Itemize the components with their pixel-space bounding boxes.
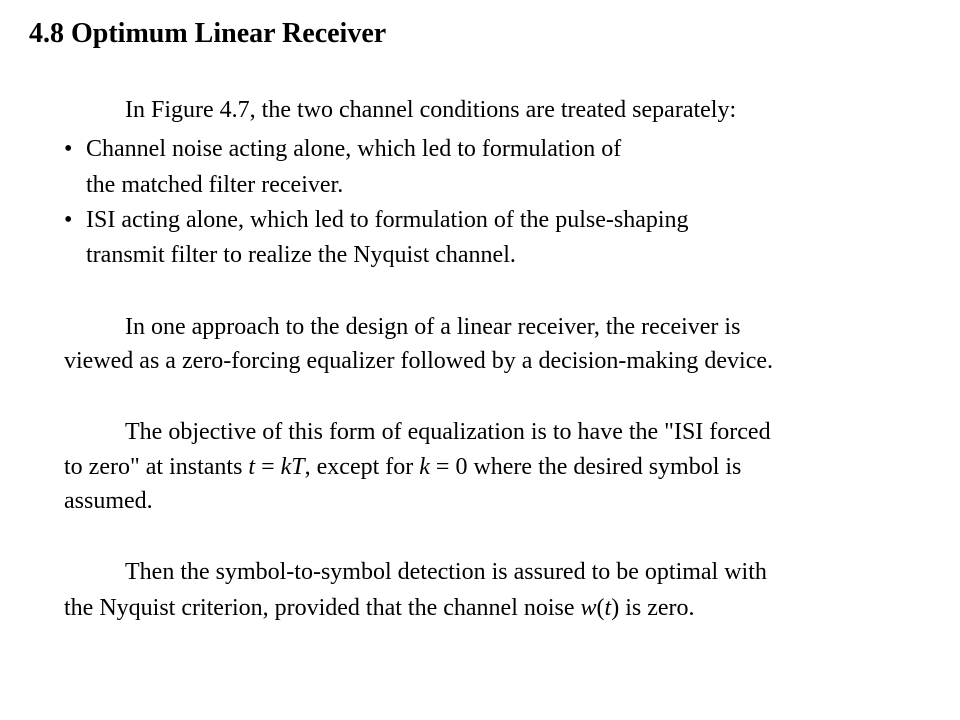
para2-line-2: viewed as a zero-forcing equalizer followed by a decision-making device. — [64, 348, 774, 374]
text-run: ( — [596, 595, 605, 621]
intro-text: In Figure 4.7, the two channel conditions are treated separately: — [125, 97, 737, 123]
bullet-2-line-1 — [64, 207, 689, 234]
bullet-1-line-2: the matched filter receiver. — [86, 172, 344, 198]
bullet-1-text: Channel noise acting alone, which led to formulation of — [86, 136, 622, 162]
slide-title: 4.8 Optimum Linear Receiver — [29, 18, 387, 49]
bullet-2-text: ISI acting alone, which led to formulation of the pulse-shaping — [86, 207, 689, 233]
bullet-2-line-2: transmit filter to realize the Nyquist channel. — [86, 242, 516, 268]
para3-line-2 — [64, 454, 741, 481]
para3-line-1: The objective of this form of equalization is to have the "ISI forced — [125, 419, 771, 445]
text-run: , except for — [304, 454, 420, 480]
math-var-kT: kT — [280, 454, 305, 480]
text-run: to zero" at instants — [64, 454, 249, 480]
para4-line-2 — [64, 595, 695, 622]
bullet-icon: • — [64, 207, 73, 233]
text-run: the Nyquist criterion, provided that the channel noise — [64, 595, 581, 621]
text-run: = 0 where the desired symbol is — [429, 454, 742, 480]
math-var-t: t — [604, 595, 612, 621]
bullet-1-line-1 — [64, 136, 621, 163]
text-run: ) is zero. — [611, 595, 695, 621]
bullet-icon: • — [64, 136, 73, 162]
math-var-t: t — [248, 454, 256, 480]
math-var-k: k — [419, 454, 430, 480]
math-var-w: w — [580, 595, 597, 621]
text-run: = — [255, 454, 281, 480]
para4-line-1: Then the symbol-to-symbol detection is assured to be optimal with — [125, 559, 767, 585]
para3-line-3: assumed. — [64, 488, 153, 514]
para2-line-1: In one approach to the design of a linear receiver, the receiver is — [125, 314, 741, 340]
